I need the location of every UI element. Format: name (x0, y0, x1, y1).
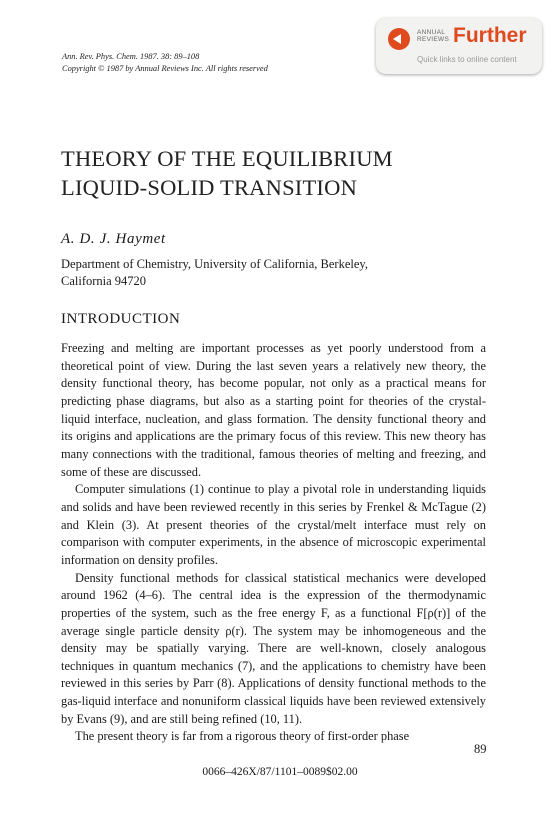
section-heading: INTRODUCTION (61, 311, 181, 327)
article-title (61, 144, 521, 202)
author-affiliation (61, 256, 481, 290)
affiliation-line-1: Department of Chemistry, University of California, Berkeley, (61, 257, 368, 271)
author-name: A. D. J. Haymet (61, 231, 166, 247)
paragraph-1: Freezing and melting are important processes as yet poorly understood from a theoretical point of view. During the last seven years a relatively new theory, the density functional theory, has become popular, not only as a practical means for predicting phase diagrams, but also as a starting point for theories of the crystal-liquid interface, nucleation, and glass formation. The density functional theory and its origins and applications are the primary focus of this review. This new theory has many connections with the traditional, famous theories of melting and freezing, and some of these are discussed. (61, 341, 486, 479)
page-number: 89 (474, 742, 487, 756)
annual-reviews-further-badge[interactable] (376, 18, 542, 74)
paragraph-4: The present theory is far from a rigorous theory of first-order phase (75, 729, 410, 744)
affiliation-line-2: California 94720 (61, 274, 147, 288)
copyright-line: Copyright © 1987 by Annual Reviews Inc. All rights reserved (62, 64, 268, 73)
journal-line: Ann. Rev. Phys. Chem. 1987. 38: 89–108 (62, 52, 200, 61)
title-line-1: THEORY OF THE EQUILIBRIUM (61, 146, 393, 171)
journal-citation (62, 51, 268, 75)
paragraph-3: Density functional methods for classical statistical mechanics were developed around 1962 (4–6). The central idea is the expression of the thermodynamic properties of the system, such as the free energy F, as a functional F[ρ(r)] of the average single particle density ρ(r). The system may be inhomogeneous and the density may be spatially varying. There are well-known, closely analogous techniques in quantum mechanics (7), and the applications to chemistry have been reviewed in this series by Parr (8). Applications of density functional methods to the gas-liquid interface and nonuniform classical liquids have been reviewed extensively by Evans (9), and are still being refined (10, 11). (61, 570, 486, 726)
paragraph-2: Computer simulations (1) continue to play a pivotal role in understanding liquids and solids and have been reviewed recently in this series by Frenkel & McTague (2) and Klein (3). At present theories of the crystal/melt interface must rely on comparison with computer experiments, in the absence of microscopic experimental information on density profiles. (61, 482, 486, 567)
badge-small-line2: REVIEWS (417, 36, 450, 43)
badge-quick-links[interactable]: Quick links to online content (417, 55, 517, 64)
title-line-2: LIQUID-SOLID TRANSITION (61, 175, 358, 200)
back-arrow-icon (388, 28, 410, 50)
badge-small-line1: ANNUAL (417, 29, 446, 36)
footer-code: 0066–426X/87/1101–0089$02.00 (202, 766, 358, 778)
badge-publisher (417, 29, 449, 43)
badge-further-label: Further (453, 24, 527, 47)
article-body (61, 340, 486, 746)
